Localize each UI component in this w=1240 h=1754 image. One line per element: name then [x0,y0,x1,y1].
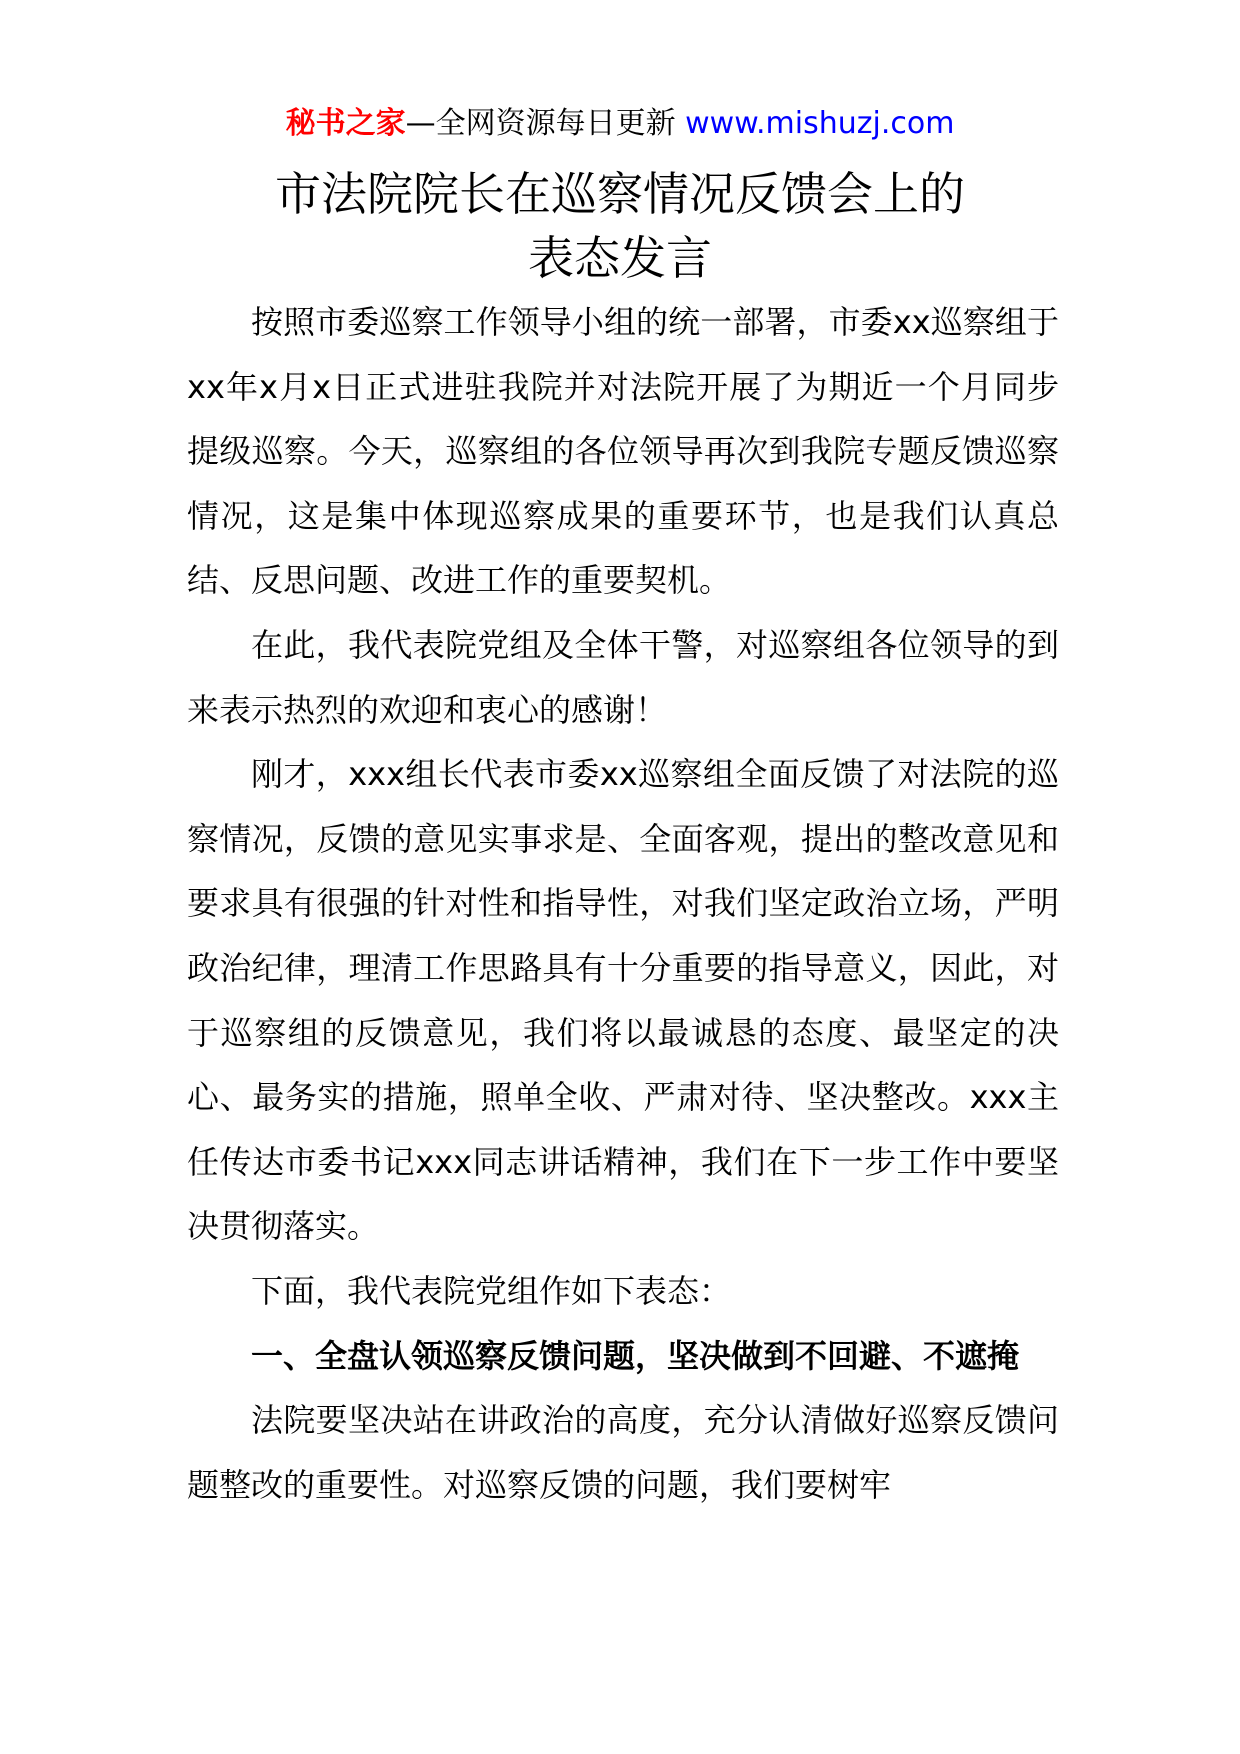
paragraph-statement-intro: 下面，我代表院党组作如下表态： [251,1271,732,1310]
document-title-line-2: 表态发言 [528,231,712,285]
section-heading-1: 一、全盘认领巡察反馈问题，坚决做到不回避、不遮掩 [251,1336,1020,1375]
paragraph-section-1: 法院要坚决站在讲政治的高度，充分认清做好巡察反馈问题整改的重要性。对巡察反馈的问题，我们要树牢 [187,1401,1059,1504]
site-tagline: —全网资源每日更新 [405,106,676,141]
document-title [0,162,1240,290]
paragraph-intro: 按照市委巡察工作领导小组的统一部署，市委xx巡察组于xx年x月x日正式进驻我院并对法院开展了为期近一个月同步提级巡察。今天，巡察组的各位领导再次到我院专题反馈巡察情况，这是集中体现巡察成果的重要环节，也是我们认真总结、反思问题、改进工作的重要契机。 [187,303,1059,600]
paragraph-feedback: 刚才，xxx组长代表市委xx巡察组全面反馈了对法院的巡察情况，反馈的意见实事求是、全面客观，提出的整改意见和要求具有很强的针对性和指导性，对我们坚定政治立场，严明政治纪律，理清工作思路具有十分重要的指导意义，因此，对于巡察组的反馈意见，我们将以最诚恳的态度、最坚定的决心、最务实的措施，照单全收、严肃对待、坚决整改。xxx主任传达市委书记xxx同志讲话精神，我们在下一步工作中要坚决贯彻落实。 [187,755,1059,1246]
site-url-link[interactable]: www.mishuzj.com [685,106,955,141]
site-brand: 秘书之家 [285,106,406,141]
document-body [187,290,1059,1517]
site-header [0,100,1240,148]
paragraph-welcome: 在此，我代表院党组及全体干警，对巡察组各位领导的到来表示热烈的欢迎和衷心的感谢！ [187,625,1059,729]
document-title-line-1: 市法院院长在巡察情况反馈会上的 [275,167,965,221]
